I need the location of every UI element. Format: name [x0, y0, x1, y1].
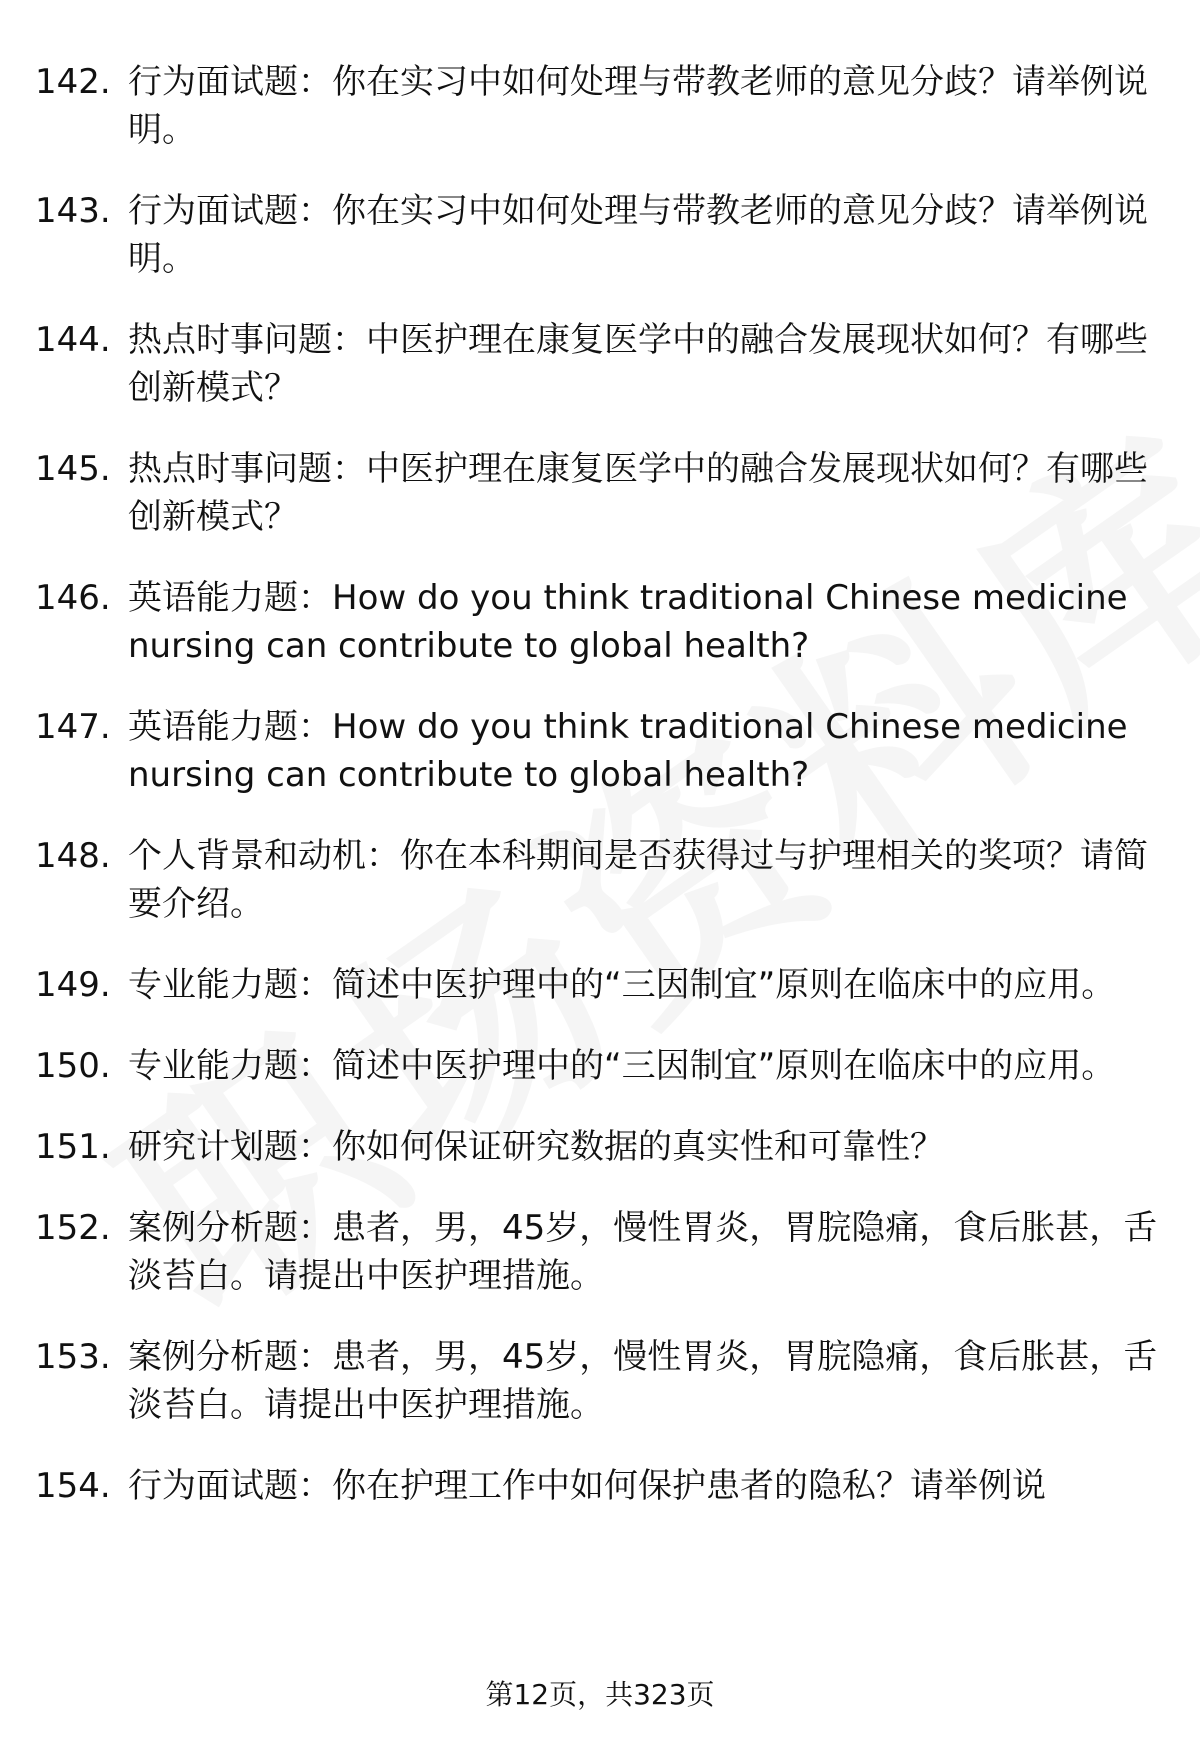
question-number: 148.: [35, 836, 111, 876]
question-text: 行为面试题：你在护理工作中如何保护患者的隐私？请举例说: [128, 1466, 1046, 1506]
question-number: 149.: [35, 965, 111, 1005]
question-number: 144.: [35, 320, 111, 360]
question-text: 英语能力题：How do you think traditional Chinese medicine nursing can contribute to global health?: [128, 578, 1128, 666]
question-text: 英语能力题：How do you think traditional Chinese medicine nursing can contribute to global health?: [128, 707, 1128, 795]
question-number: 150.: [35, 1046, 111, 1086]
question-text: 专业能力题：简述中医护理中的“三因制宜”原则在临床中的应用。: [128, 1046, 1116, 1086]
question-item: [0, 58, 1200, 154]
question-number: 151.: [35, 1127, 111, 1167]
question-number: 145.: [35, 449, 111, 489]
question-item: [0, 832, 1200, 928]
question-item: [0, 703, 1200, 799]
question-text: 案例分析题：患者，男，45岁，慢性胃炎，胃脘隐痛，食后胀甚，舌淡苔白。请提出中医护理措施。: [128, 1208, 1158, 1296]
question-item: [0, 1333, 1200, 1429]
question-number: 142.: [35, 62, 111, 102]
question-item: [0, 1123, 1200, 1171]
question-text: 热点时事问题：中医护理在康复医学中的融合发展现状如何？有哪些创新模式？: [128, 449, 1148, 537]
question-number: 147.: [35, 707, 111, 747]
question-item: [0, 1462, 1200, 1510]
question-number: 146.: [35, 578, 111, 618]
question-text: 专业能力题：简述中医护理中的“三因制宜”原则在临床中的应用。: [128, 965, 1116, 1005]
question-text: 研究计划题：你如何保证研究数据的真实性和可靠性？: [128, 1127, 944, 1167]
question-number: 143.: [35, 191, 111, 231]
question-list: [0, 58, 1200, 1543]
question-item: [0, 316, 1200, 412]
question-text: 案例分析题：患者，男，45岁，慢性胃炎，胃脘隐痛，食后胀甚，舌淡苔白。请提出中医护理措施。: [128, 1337, 1158, 1425]
question-item: [0, 1042, 1200, 1090]
question-item: [0, 187, 1200, 283]
question-item: [0, 1204, 1200, 1300]
page-footer: 第12页，共323页: [485, 1678, 715, 1711]
question-number: 153.: [35, 1337, 111, 1377]
question-text: 热点时事问题：中医护理在康复医学中的融合发展现状如何？有哪些创新模式？: [128, 320, 1148, 408]
question-text: 行为面试题：你在实习中如何处理与带教老师的意见分歧？请举例说明。: [128, 191, 1148, 279]
question-item: [0, 445, 1200, 541]
question-number: 154.: [35, 1466, 111, 1506]
question-item: [0, 574, 1200, 670]
question-text: 个人背景和动机：你在本科期间是否获得过与护理相关的奖项？请简要介绍。: [128, 836, 1148, 924]
question-text: 行为面试题：你在实习中如何处理与带教老师的意见分歧？请举例说明。: [128, 62, 1148, 150]
question-number: 152.: [35, 1208, 111, 1248]
question-item: [0, 961, 1200, 1009]
